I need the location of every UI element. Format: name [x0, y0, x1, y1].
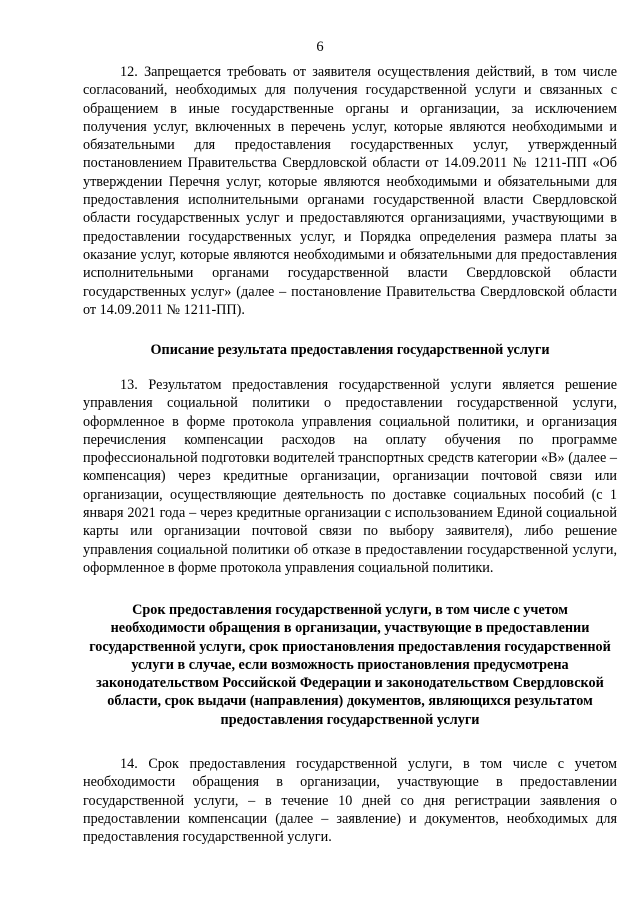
heading-service-term: Срок предоставления государственной услуги, в том числе с учетом необходимости обращения в организации, участвующие в предоставлении государственной услуги, срок приостановления предоставления государственной услуги в случае, если возможность приостановления предусмотрена законодательством Российской Федерации и законодательством Свердловской области, срок выдачи (направления) документов, являющихся результатом предоставления государственной услуги — [89, 602, 611, 728]
paragraph-12: 12. Запрещается требовать от заявителя осуществления действий, в том числе согласований, необходимых для получения государственной услуги и связанных с обращением в иные государственные органы и организации, за исключением получения услуг, включенных в перечень услуг, которые являются необходимыми и обязательными для предоставления государственных услуг, утвержденный постановлением Правительства Свердловской области от 14.09.2011 № 1211-ПП «Об утверждении Перечня услуг, которые являются необходимыми и обязательными для предоставления исполнительными органами государственной власти Свердловской области государственных услуг и предоставляются организациями, участвующими в предоставлении государственных услуг, и Порядка определения размера платы за оказание услуг, которые являются необходимыми и обязательными для предоставления исполнительными органами государственной власти Свердловской области государственных услуг» (далее – постановление Правительства Свердловской области от 14.09.2011 № 1211-ПП). — [83, 64, 617, 318]
page-number: 6 — [316, 39, 324, 55]
paragraph-14: 14. Срок предоставления государственной услуги, в том числе с учетом необходимости обращения в организации, участвующие в предоставлении государственной услуги, – в течение 10 дней со дня регистрации заявления о предоставлении компенсации (далее – заявление) и документов, необходимых для предоставления государственной услуги. — [83, 756, 617, 846]
heading-service-result: Описание результата предоставления государственной услуги — [150, 342, 550, 358]
paragraph-13: 13. Результатом предоставления государственной услуги является решение управления социальной политики о предоставлении государственной услуги, оформленное в форме протокола управления социальной политики, и организация перечисления компенсации расходов на оплату обучения по программе профессиональной подготовки водителей транспортных средств категории «В» (далее – компенсация) через кредитные организации, организации почтовой связи или организации, осуществляющие деятельность по доставке социальных пособий (с 1 января 2021 года – через кредитные организации с использованием Единой социальной карты или организации почтовой связи по выбору заявителя), либо решение управления социальной политики об отказе в предоставлении государственной услуги, оформленное в форме протокола управления социальной политики. — [83, 377, 617, 576]
